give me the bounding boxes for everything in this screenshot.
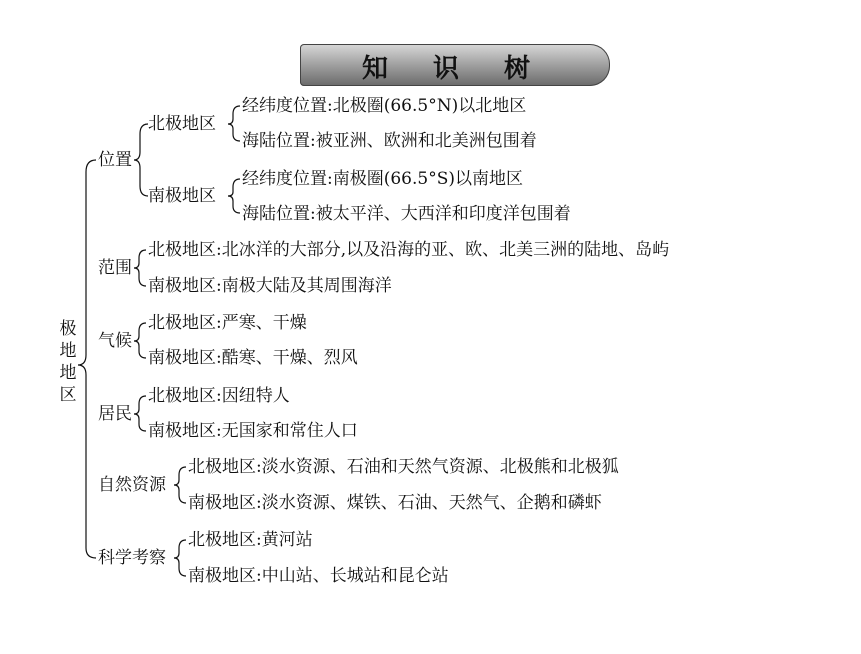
climate-brace <box>134 323 146 358</box>
position-antarctic-label: 南极地区 <box>148 186 216 206</box>
position-arctic-item: 海陆位置:被亚洲、欧洲和北美洲包围着 <box>242 131 537 151</box>
climate-item: 北极地区:严寒、干燥 <box>148 313 307 333</box>
research-item: 南极地区:中山站、长城站和昆仑站 <box>188 566 449 586</box>
category-climate: 气候 <box>98 331 132 351</box>
resources-brace <box>174 467 186 503</box>
range-item: 北极地区:北冰洋的大部分,以及沿海的亚、欧、北美三洲的陆地、岛屿 <box>148 240 670 260</box>
category-research: 科学考察 <box>98 548 166 568</box>
position-arctic-item: 经纬度位置:北极圈(66.5°N)以北地区 <box>242 96 527 116</box>
residents-item: 南极地区:无国家和常住人口 <box>148 421 358 441</box>
category-range: 范围 <box>98 258 132 278</box>
category-residents: 居民 <box>98 404 132 424</box>
position-arctic-label: 北极地区 <box>148 114 216 134</box>
research-brace <box>174 540 186 576</box>
category-position: 位置 <box>98 150 132 170</box>
position-brace <box>134 124 148 196</box>
root-label: 极地地区 <box>59 319 77 405</box>
resources-item: 南极地区:淡水资源、煤铁、石油、天然气、企鹅和磷虾 <box>188 493 602 513</box>
range-brace <box>134 250 146 286</box>
climate-item: 南极地区:酷寒、干燥、烈风 <box>148 348 358 368</box>
research-item: 北极地区:黄河站 <box>188 530 313 550</box>
category-resources: 自然资源 <box>98 475 166 495</box>
resources-item: 北极地区:淡水资源、石油和天然气资源、北极熊和北极狐 <box>188 457 619 477</box>
page-title: 知 识 树 <box>361 54 549 84</box>
position-antarctic-brace <box>228 179 240 213</box>
root-brace <box>78 160 96 558</box>
position-antarctic-item: 海陆位置:被太平洋、大西洋和印度洋包围着 <box>242 204 571 224</box>
residents-brace <box>134 396 146 431</box>
position-arctic-brace <box>228 106 240 141</box>
range-item: 南极地区:南极大陆及其周围海洋 <box>148 276 392 296</box>
position-antarctic-item: 经纬度位置:南极圈(66.5°S)以南地区 <box>242 169 523 189</box>
residents-item: 北极地区:因纽特人 <box>148 386 290 406</box>
